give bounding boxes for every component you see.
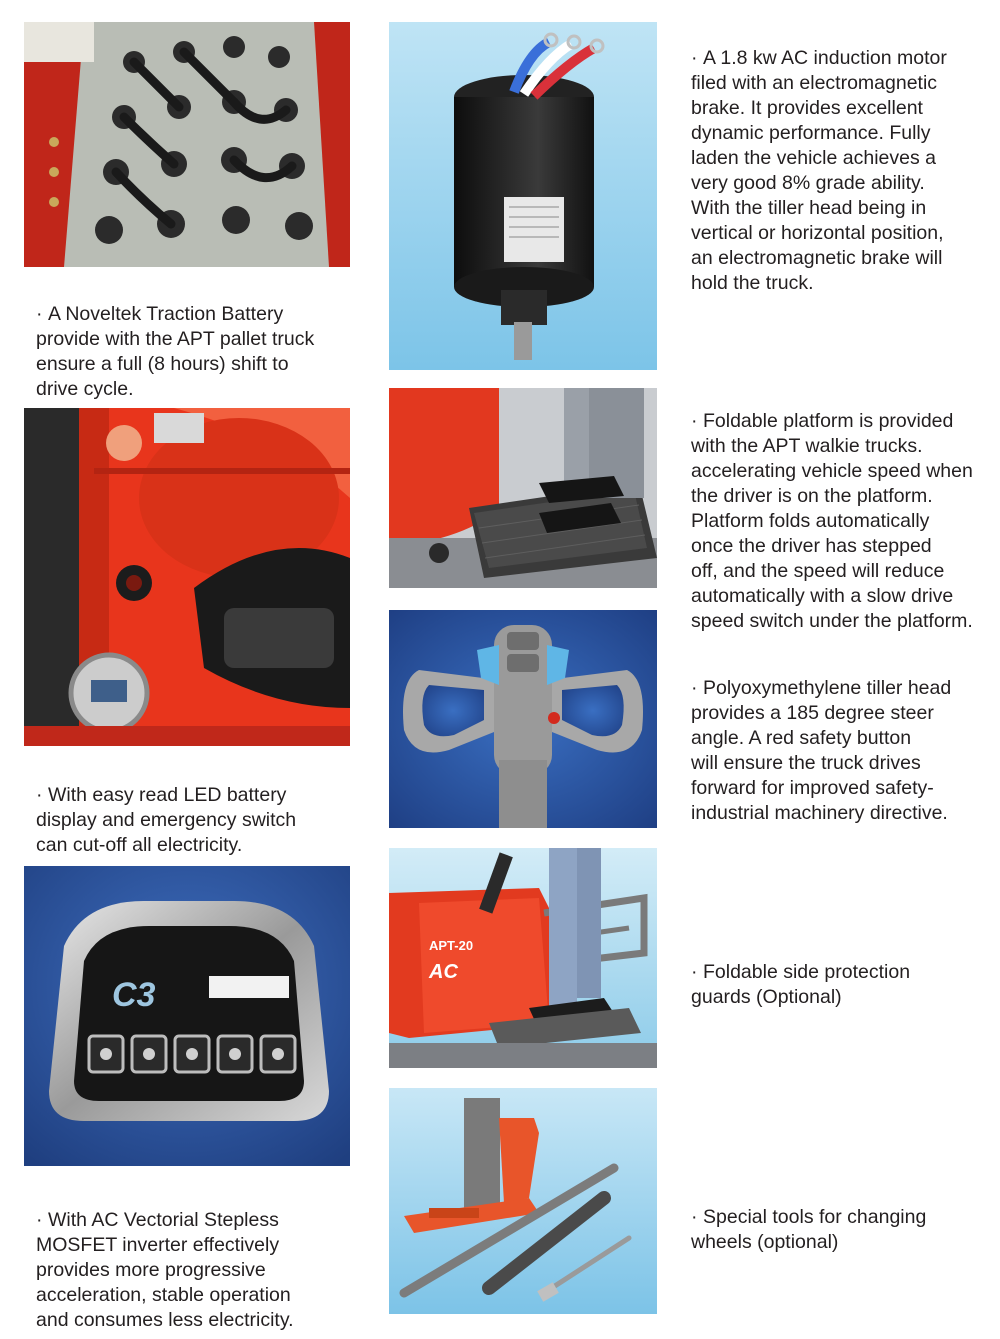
led-battery-display-photo — [24, 408, 350, 746]
tiller-caption — [679, 651, 1000, 826]
tools-illustration — [389, 1088, 657, 1314]
mosfet-inverter-photo — [24, 866, 350, 1166]
bullet-mark: · — [36, 1209, 43, 1231]
inverter-logo: C3 — [112, 976, 156, 1014]
side-guards-illustration — [389, 848, 657, 1068]
inverter-illustration — [24, 866, 350, 1166]
inverter-caption-text: With AC Vectorial Stepless MOSFET inverter effectively provides more progressive acceleration, stable operation and consumes less electricity. — [36, 1209, 294, 1331]
bullet-mark: · — [691, 677, 698, 699]
ac-induction-motor-photo — [389, 22, 657, 370]
battery-caption — [24, 277, 376, 402]
tools-caption-text: Special tools for changing wheels (optional) — [691, 1206, 927, 1253]
motor-caption-text: A 1.8 kw AC induction motor filed with an electromagnetic brake. It provides excellent dynamic performance. Fully laden the vehicle achieves a very good 8% grade ability. With the tiller head being in vertical or horizontal position, an electromagnetic brake will hold the truck. — [691, 47, 947, 294]
bullet-mark: · — [691, 410, 698, 432]
bullet-mark: · — [691, 47, 698, 69]
truck-model-label: APT-20 — [429, 938, 474, 953]
battery-caption-text: A Noveltek Traction Battery provide with the APT pallet truck ensure a full (8 hours) shift to drive cycle. — [36, 303, 315, 400]
platform-caption-text: Foldable platform is provided with the APT walkie trucks. accelerating vehicle speed when the driver is on the platform. Platform folds automatically once the driver has stepped off, and the speed will reduce automatically with a slow drive speed switch under the platform. — [691, 410, 973, 632]
bullet-mark: · — [691, 961, 698, 983]
tiller-head-photo — [389, 610, 657, 828]
bullet-mark: · — [691, 1206, 698, 1228]
battery-illustration — [24, 22, 350, 267]
foldable-platform-photo — [389, 388, 657, 588]
platform-illustration — [389, 388, 657, 588]
bullet-mark: · — [36, 784, 43, 806]
truck-ac-label: AC — [429, 961, 458, 983]
tiller-illustration — [389, 610, 657, 828]
side-guards-caption-text: Foldable side protection guards (Optional) — [691, 961, 911, 1008]
led-display-caption — [24, 758, 376, 858]
wheel-changing-tools-photo — [389, 1088, 657, 1314]
platform-caption — [679, 384, 1000, 634]
side-protection-guards-photo — [389, 848, 657, 1068]
tiller-caption-text: Polyoxymethylene tiller head provides a 185 degree steer angle. A red safety button will ensure the truck drives forward for improved safety- industrial machinery directive. — [691, 677, 952, 824]
tools-caption — [679, 1180, 1000, 1255]
motor-caption — [679, 21, 1000, 296]
motor-illustration — [389, 22, 657, 370]
bullet-mark: · — [36, 303, 43, 325]
led-display-illustration — [24, 408, 350, 746]
inverter-caption — [24, 1183, 376, 1333]
led-display-caption-text: With easy read LED battery display and emergency switch can cut-off all electricity. — [36, 784, 297, 856]
side-guards-caption — [679, 935, 1000, 1010]
traction-battery-photo — [24, 22, 350, 267]
